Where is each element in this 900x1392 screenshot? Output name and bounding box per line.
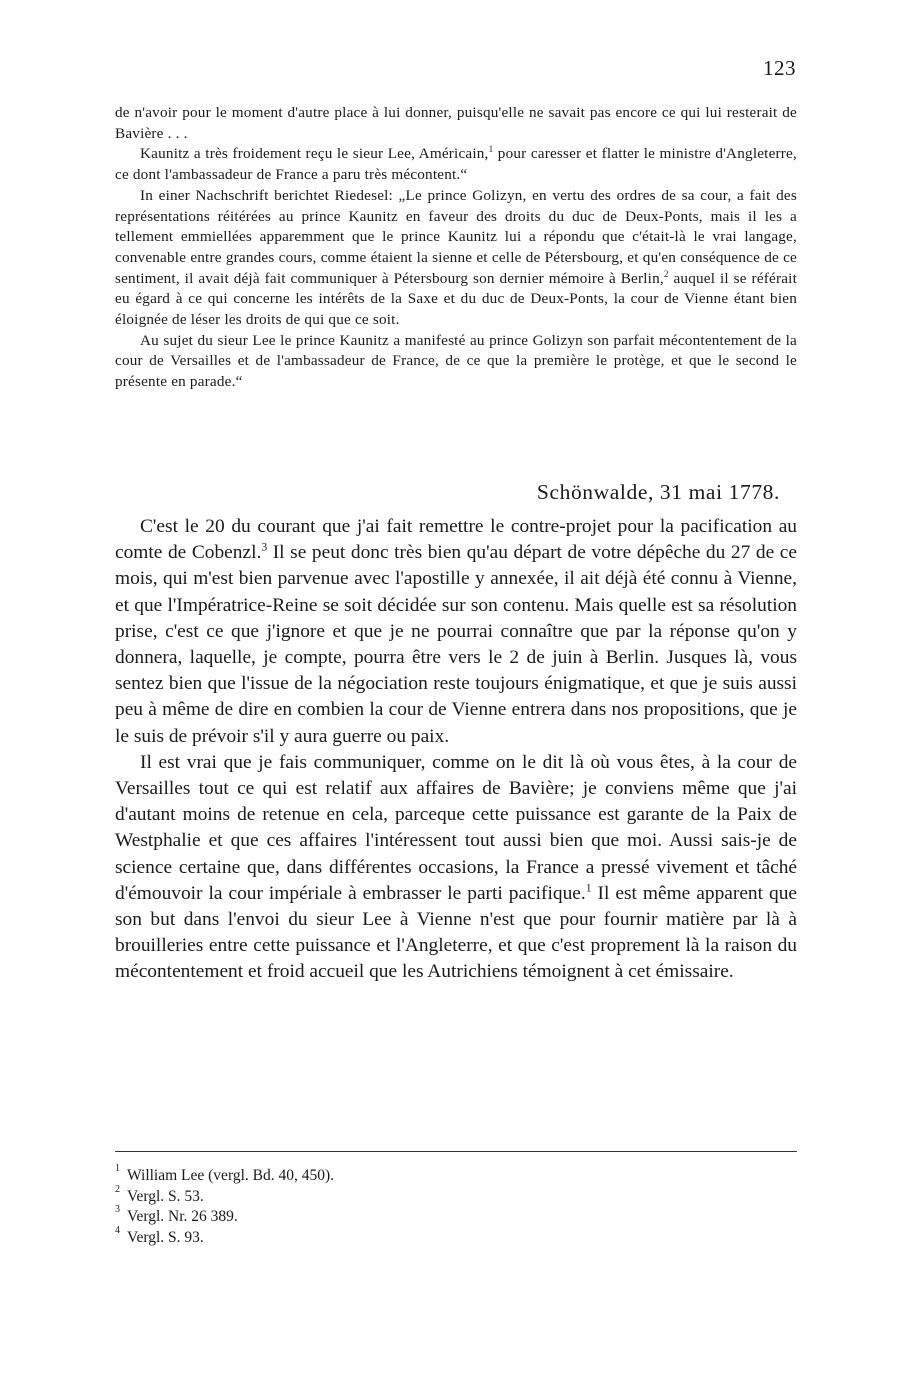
quoted-paragraph-2-text-b: pour caresser et flatter le ministre d'Angleterre, ce dont l'ambassadeur de France a paru très mécontent.“ [115, 145, 797, 184]
letter-paragraph-2 [115, 750, 797, 986]
footnote-text: William Lee (vergl. Bd. 40, 450). [127, 1167, 335, 1184]
footnote-divider [115, 1151, 797, 1152]
quoted-paragraph-3-text-a: In einer Nachschrift berichtet Riedesel: „Le prince Golizyn, en vertu des ordres de sa cour, a fait des représentations réitérées au prince Kaunitz en faveur des droits du duc de Deux-Ponts, mais il les a tellement emmiellées apparemment que le prince Kaunitz lui a répondu que c'était-là le vrai langage, convenable entre grandes cours, comme étaient la sienne et celle de Pétersbourg, et qu'en conséquence de ce sentiment, il avait déjà fait communiquer à Pétersbourg son dernier mémoire à Berlin, [115, 186, 797, 287]
letter-paragraph-1-text-a: C'est le 20 du courant que j'ai fait remettre le contre-projet pour la pacification au comte de Cobenzl. [115, 516, 797, 564]
quoted-paragraph-2 [115, 144, 797, 185]
footnote-text: Vergl. S. 93. [127, 1229, 204, 1247]
footnote-marker: 4 [115, 1225, 120, 1237]
footnote-marker: 3 [115, 1204, 120, 1216]
footnote-text: Vergl. S. 53. [127, 1187, 204, 1205]
footnote-marker: 1 [115, 1163, 120, 1174]
footnote-ref: 1 [585, 881, 592, 895]
letter-body [115, 514, 797, 986]
footnote-3 [115, 1204, 797, 1228]
quoted-paragraph-3 [115, 186, 797, 331]
quoted-paragraph-1: de n'avoir pour le moment d'autre place à lui donner, puisqu'elle ne savait pas encore ce qui lui resterait de Bavière . . . [115, 104, 797, 142]
footnote-marker: 2 [115, 1183, 120, 1195]
footnote-ref: 1 [488, 144, 494, 155]
dateline: Schönwalde, 31 mai 1778. [536, 480, 780, 504]
footnotes [115, 1163, 797, 1249]
footnote-2 [115, 1183, 797, 1208]
letter-paragraph-2-text-a: Il est vrai que je fais communiquer, comme on le dit là où vous êtes, à la cour de Versailles tout ce qui est relatif aux affaires de Bavière; je conviens même que j'ai d'autant moins de retenue en cela, parceque cette puissance est garante de la Paix de Westphalie et que ces affaires l'intéressent tout aussi bien que moi. Aussi sais-je de science certaine que, dans différentes occasions, la France a pressé vivement et tâché d'émouvoir la cour impériale à embrasser le parti pacifique. [115, 751, 797, 904]
footnote-1 [115, 1163, 797, 1187]
footnote-text: Vergl. Nr. 26 389. [127, 1208, 238, 1226]
letter-paragraph-1 [115, 514, 797, 750]
quoted-paragraph-4: Au sujet du sieur Lee le prince Kaunitz a manifesté au prince Golizyn son parfait mécontentement de la cour de Versailles et de l'ambassadeur de France, de ce que la première le protège, et que le second le présente en parade.“ [115, 331, 797, 391]
letter-paragraph-2-text-b: Il est même apparent que son but dans l'envoi du sieur Lee à Vienne n'est que pour fournir matière par là à brouilleries entre cette puissance et l'Angleterre, et que c'est proprement là la raison du mécontentement et froid accueil que les Autrichiens témoignent à cet émissaire. [115, 882, 797, 983]
page-number: 123 [763, 56, 796, 80]
quoted-paragraph-2-text-a: Kaunitz a très froidement reçu le sieur Lee, Américain, [140, 145, 489, 163]
footnote-4 [115, 1225, 797, 1249]
footnote-ref: 3 [261, 540, 268, 554]
quoted-report [115, 103, 797, 393]
quoted-paragraph-3-text-b: auquel il se référait eu égard à ce qui concerne les intérêts de la Saxe et du duc de Deux-Ponts, la cour de Vienne étant bien éloignée de léser les droits de qui que ce soit. [115, 269, 797, 329]
footnote-ref: 2 [663, 268, 669, 279]
letter-paragraph-1-text-b: Il se peut donc très bien qu'au départ de votre dépêche du 27 de ce mois, qui m'est bien parvenue avec l'apostille y annexée, il ait déjà été connu à Vienne, et que l'Impératrice-Reine se soit décidée sur son contenu. Mais quelle est sa résolution prise, c'est ce que j'ignore et que je ne pourrai connaître que par la réponse qu'on y donnera, laquelle, je compte, pourra être vers le 2 de juin à Berlin. Jusques là, vous sentez bien que l'issue de la négociation reste toujours énigmatique, et que je suis aussi peu à même de dire en combien la cour de Vienne entrera dans nos propositions, que je le suis de prévoir s'il y aura guerre ou paix. [115, 542, 797, 747]
